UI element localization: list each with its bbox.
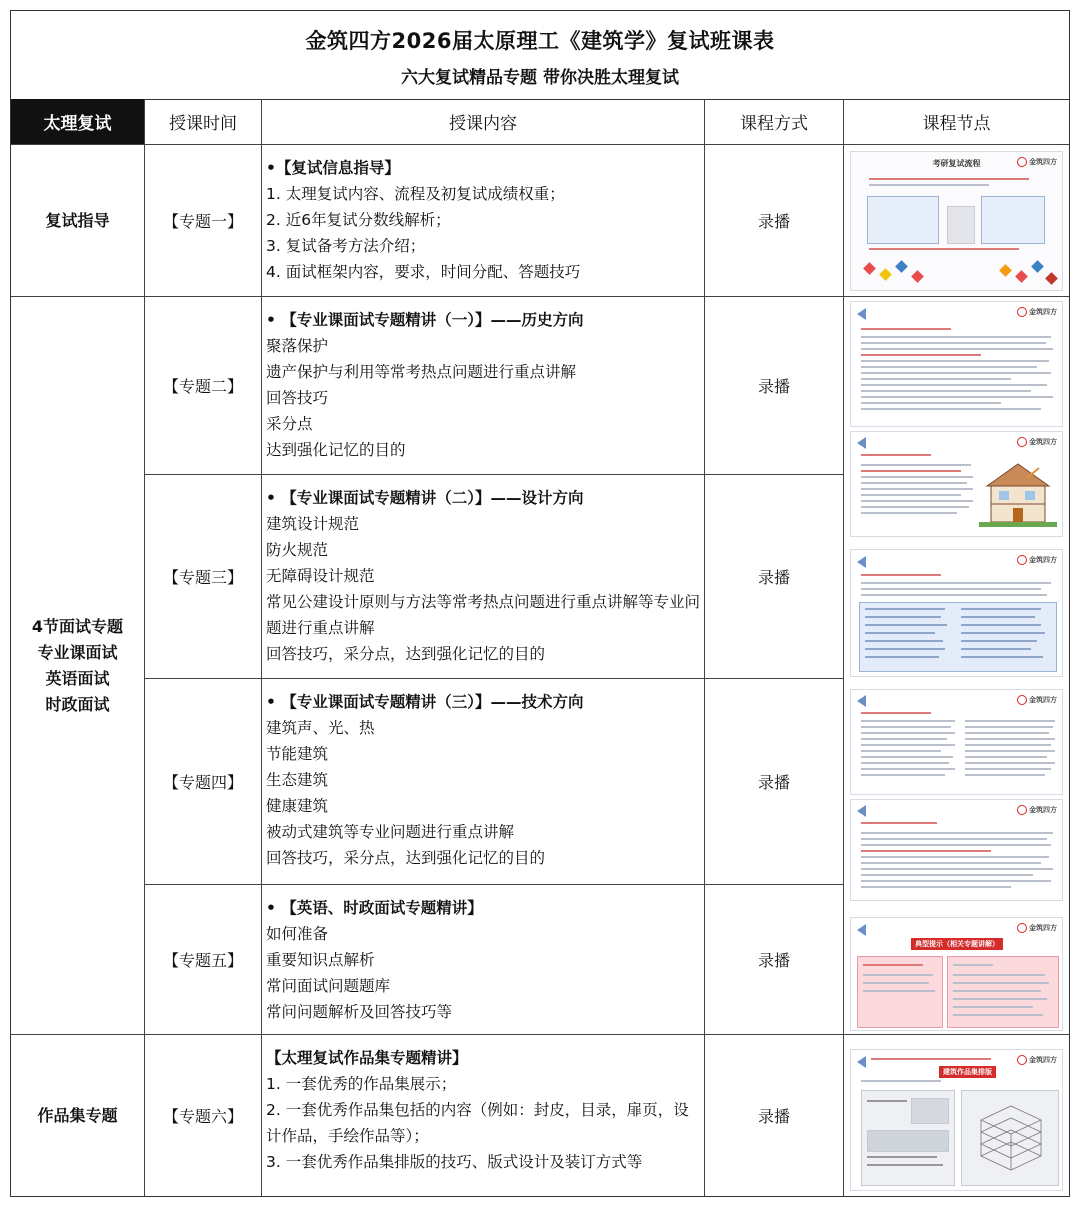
column-header-content: 授课内容 bbox=[262, 99, 705, 145]
method-6: 录播 bbox=[705, 1035, 844, 1196]
logo-text: 金筑四方 bbox=[1029, 556, 1057, 564]
history-doc-thumbnail bbox=[850, 301, 1063, 427]
content-line: 3. 复试备考方法介绍； bbox=[266, 237, 426, 255]
house-section-icon bbox=[979, 458, 1057, 528]
logo-icon bbox=[1017, 157, 1027, 167]
content-topic-3 bbox=[262, 475, 705, 679]
content-line: 生态建筑 bbox=[266, 771, 329, 789]
content-topic-1 bbox=[262, 145, 705, 297]
portfolio-tag: 建筑作品集排版 bbox=[939, 1066, 996, 1078]
content-line: 采分点 bbox=[266, 415, 313, 433]
content-line: 防火规范 bbox=[266, 541, 329, 559]
page-subtitle: 六大复试精品专题 带你决胜太理复试 bbox=[401, 68, 679, 88]
category-interview bbox=[11, 297, 145, 1035]
category-portfolio: 作品集专题 bbox=[11, 1035, 145, 1196]
content-topic-5 bbox=[262, 885, 705, 1035]
content-line: 如何准备 bbox=[266, 925, 329, 943]
content-line: 常问问题解析及回答技巧等 bbox=[266, 1003, 453, 1021]
content-line: 聚落保护 bbox=[266, 337, 329, 355]
topic-6: 【专题六】 bbox=[145, 1035, 262, 1196]
method-5: 录播 bbox=[705, 885, 844, 1035]
content-line: 建筑设计规范 bbox=[266, 515, 360, 533]
content-line: 节能建筑 bbox=[266, 745, 329, 763]
category-interview-line: 英语面试 bbox=[45, 668, 110, 688]
method-1: 录播 bbox=[705, 145, 844, 297]
logo-text: 金筑四方 bbox=[1029, 696, 1057, 704]
column-header-category: 太理复试 bbox=[11, 99, 145, 145]
logo-text: 金筑四方 bbox=[1029, 806, 1057, 814]
content-line: 被动式建筑等专业问题进行重点讲解 bbox=[266, 823, 515, 841]
content-heading: • 【英语、时政面试专题精讲】 bbox=[266, 899, 483, 917]
content-topic-2 bbox=[262, 297, 705, 475]
content-heading: 【太理复试作品集专题精讲】 bbox=[266, 1049, 468, 1067]
content-line: 1. 一套优秀的作品集展示； bbox=[266, 1075, 457, 1093]
content-line: 2. 一套优秀作品集包括的内容（例如：封皮，目录，扉页，设计作品，手绘作品等）； bbox=[266, 1101, 689, 1145]
content-line: 无障碍设计规范 bbox=[266, 567, 375, 585]
logo-icon bbox=[1017, 555, 1027, 565]
thumb-logo bbox=[1017, 695, 1057, 705]
english-doc-thumbnail bbox=[850, 917, 1063, 1031]
content-heading: •【复试信息指导】 bbox=[266, 159, 400, 177]
category-interview-line: 专业课面试 bbox=[37, 642, 118, 662]
topic-5: 【专题五】 bbox=[145, 885, 262, 1035]
content-line: 回答技巧，采分点，达到强化记忆的目的 bbox=[266, 645, 546, 663]
page-title: 金筑四方2026届太原理工《建筑学》复试班课表 bbox=[305, 29, 775, 53]
content-line: 回答技巧，采分点，达到强化记忆的目的 bbox=[266, 849, 546, 867]
topic-2: 【专题二】 bbox=[145, 297, 262, 475]
thumb-logo bbox=[1017, 307, 1057, 317]
thumb-logo bbox=[1017, 805, 1057, 815]
logo-text: 金筑四方 bbox=[1029, 308, 1057, 316]
logo-icon bbox=[1017, 307, 1027, 317]
schedule-table bbox=[10, 10, 1070, 1197]
logo-text: 金筑四方 bbox=[1029, 1056, 1057, 1064]
table-header bbox=[11, 11, 1069, 100]
building-doc-thumbnail bbox=[850, 431, 1063, 537]
portfolio-thumbnail bbox=[850, 1049, 1063, 1191]
logo-text: 金筑四方 bbox=[1029, 158, 1057, 166]
content-heading: • 【专业课面试专题精讲（三）】——技术方向 bbox=[266, 693, 584, 711]
logo-icon bbox=[1017, 805, 1027, 815]
logo-icon bbox=[1017, 1055, 1027, 1065]
content-line: 回答技巧 bbox=[266, 389, 329, 407]
content-topic-4 bbox=[262, 679, 705, 885]
technology-doc-thumbnail bbox=[850, 689, 1063, 795]
axonometric-drawing-icon bbox=[971, 1100, 1051, 1178]
flowchart-thumbnail bbox=[850, 151, 1063, 291]
column-header-nodes: 课程节点 bbox=[844, 99, 1069, 145]
category-interview-line: 时政面试 bbox=[45, 694, 110, 714]
heritage-doc-thumbnail bbox=[850, 799, 1063, 901]
logo-icon bbox=[1017, 695, 1027, 705]
thumb-logo bbox=[1017, 1055, 1057, 1065]
content-line: 2. 近6年复试分数线解析； bbox=[266, 211, 451, 229]
content-line: 1. 太理复试内容、流程及初复试成绩权重； bbox=[266, 185, 565, 203]
topic-3: 【专题三】 bbox=[145, 475, 262, 679]
method-4: 录播 bbox=[705, 679, 844, 885]
logo-icon bbox=[1017, 923, 1027, 933]
content-line: 达到强化记忆的目的 bbox=[266, 441, 406, 459]
logo-text: 金筑四方 bbox=[1029, 438, 1057, 446]
node-thumb-6 bbox=[844, 1035, 1069, 1196]
content-topic-6 bbox=[262, 1035, 705, 1196]
content-line: 常问面试问题题库 bbox=[266, 977, 391, 995]
content-heading: • 【专业课面试专题精讲（二）】——设计方向 bbox=[266, 489, 584, 507]
content-line: 建筑声、光、热 bbox=[266, 719, 375, 737]
topic-4: 【专题四】 bbox=[145, 679, 262, 885]
topic-tag: 典型提示（相关专题讲解） bbox=[911, 938, 1003, 950]
category-interview-line: 4节面试专题 bbox=[31, 616, 124, 636]
thumb-logo bbox=[1017, 555, 1057, 565]
content-line: 重要知识点解析 bbox=[266, 951, 375, 969]
thumb-title: 考研复试流程 bbox=[932, 159, 981, 168]
thumb-logo bbox=[1017, 437, 1057, 447]
content-line: 4. 面试框架内容，要求，时间分配、答题技巧 bbox=[266, 263, 581, 281]
content-line: 健康建筑 bbox=[266, 797, 329, 815]
node-thumb-1 bbox=[844, 145, 1069, 297]
node-thumbs-interview bbox=[844, 297, 1069, 1035]
method-3: 录播 bbox=[705, 475, 844, 679]
column-header-method: 课程方式 bbox=[705, 99, 844, 145]
logo-icon bbox=[1017, 437, 1027, 447]
topic-1: 【专题一】 bbox=[145, 145, 262, 297]
method-2: 录播 bbox=[705, 297, 844, 475]
thumb-logo bbox=[1017, 923, 1057, 933]
content-line: 遗产保护与利用等常考热点问题进行重点讲解 bbox=[266, 363, 577, 381]
content-line: 常见公建设计原则与方法等常考热点问题进行重点讲解等专业问题进行重点讲解 bbox=[266, 593, 701, 637]
content-heading: • 【专业课面试专题精讲（一）】——历史方向 bbox=[266, 311, 584, 329]
content-line: 3. 一套优秀作品集排版的技巧、版式设计及装订方式等 bbox=[266, 1153, 643, 1171]
thumb-logo bbox=[1017, 157, 1057, 167]
category-guide: 复试指导 bbox=[11, 145, 145, 297]
design-doc-thumbnail bbox=[850, 549, 1063, 677]
column-header-time: 授课时间 bbox=[145, 99, 262, 145]
logo-text: 金筑四方 bbox=[1029, 924, 1057, 932]
